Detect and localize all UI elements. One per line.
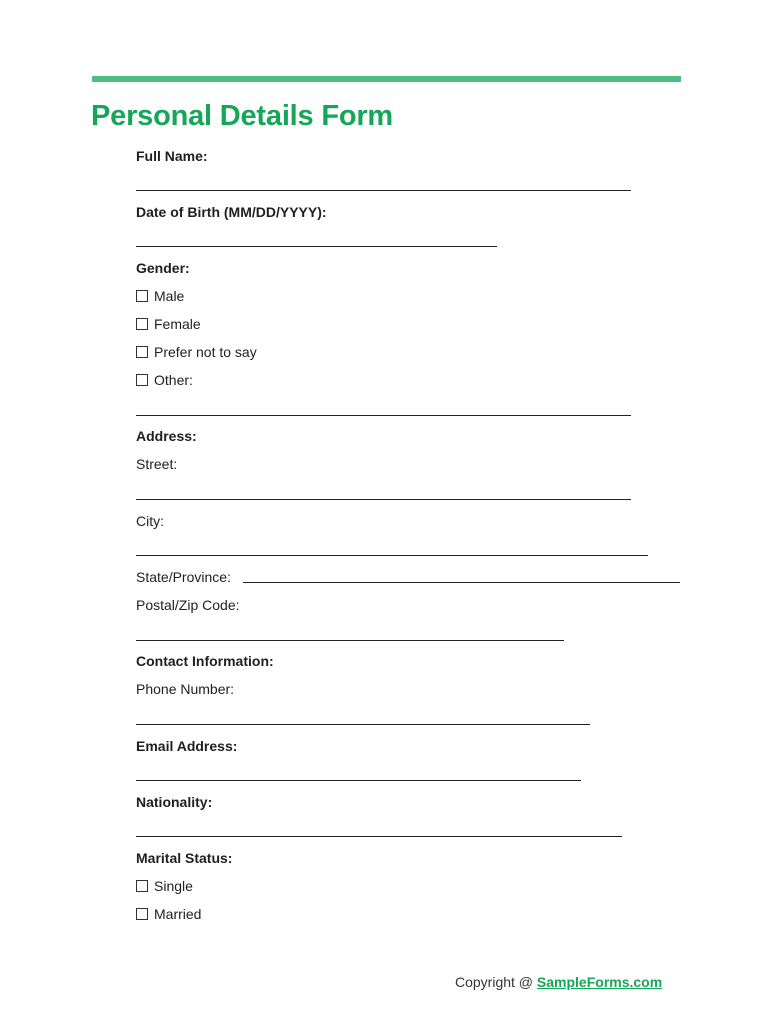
gender-option-prefer-not[interactable]: Prefer not to say <box>136 344 257 361</box>
marital-option-married[interactable]: Married <box>136 906 201 923</box>
state-label: State/Province: <box>136 569 231 585</box>
marital-option-single[interactable]: Single <box>136 878 193 895</box>
copyright-footer: Copyright @ SampleForms.com <box>455 974 663 990</box>
checkbox-icon[interactable] <box>136 318 148 330</box>
gender-option-female[interactable]: Female <box>136 316 201 333</box>
gender-label: Gender: <box>136 260 190 276</box>
dob-input-line[interactable] <box>136 246 497 247</box>
brand-link[interactable]: SampleForms.com <box>536 974 663 990</box>
header-accent-bar <box>92 76 681 82</box>
checkbox-icon[interactable] <box>136 290 148 302</box>
phone-label: Phone Number: <box>136 681 235 697</box>
postal-label: Postal/Zip Code: <box>136 597 240 613</box>
email-input-line[interactable] <box>136 780 581 781</box>
dob-label: Date of Birth (MM/DD/YYYY): <box>136 204 327 220</box>
street-label: Street: <box>136 456 178 472</box>
checkbox-icon[interactable] <box>136 880 148 892</box>
postal-input-line[interactable] <box>136 640 564 641</box>
address-label: Address: <box>136 428 197 444</box>
state-input-line[interactable] <box>243 582 680 583</box>
page-title: Personal Details Form <box>91 100 394 132</box>
full-name-input-line[interactable] <box>136 190 631 191</box>
street-input-line[interactable] <box>136 499 631 500</box>
gender-option-other[interactable]: Other: <box>136 372 193 389</box>
city-input-line[interactable] <box>136 555 648 556</box>
marital-label: Marital Status: <box>136 850 233 866</box>
nationality-input-line[interactable] <box>136 836 622 837</box>
checkbox-icon[interactable] <box>136 346 148 358</box>
gender-other-input-line[interactable] <box>136 415 631 416</box>
checkbox-icon[interactable] <box>136 908 148 920</box>
nationality-label: Nationality: <box>136 794 213 810</box>
checkbox-icon[interactable] <box>136 374 148 386</box>
email-label: Email Address: <box>136 738 238 754</box>
phone-input-line[interactable] <box>136 724 590 725</box>
contact-label: Contact Information: <box>136 653 274 669</box>
city-label: City: <box>136 513 164 529</box>
full-name-label: Full Name: <box>136 148 208 164</box>
gender-option-male[interactable]: Male <box>136 288 184 305</box>
